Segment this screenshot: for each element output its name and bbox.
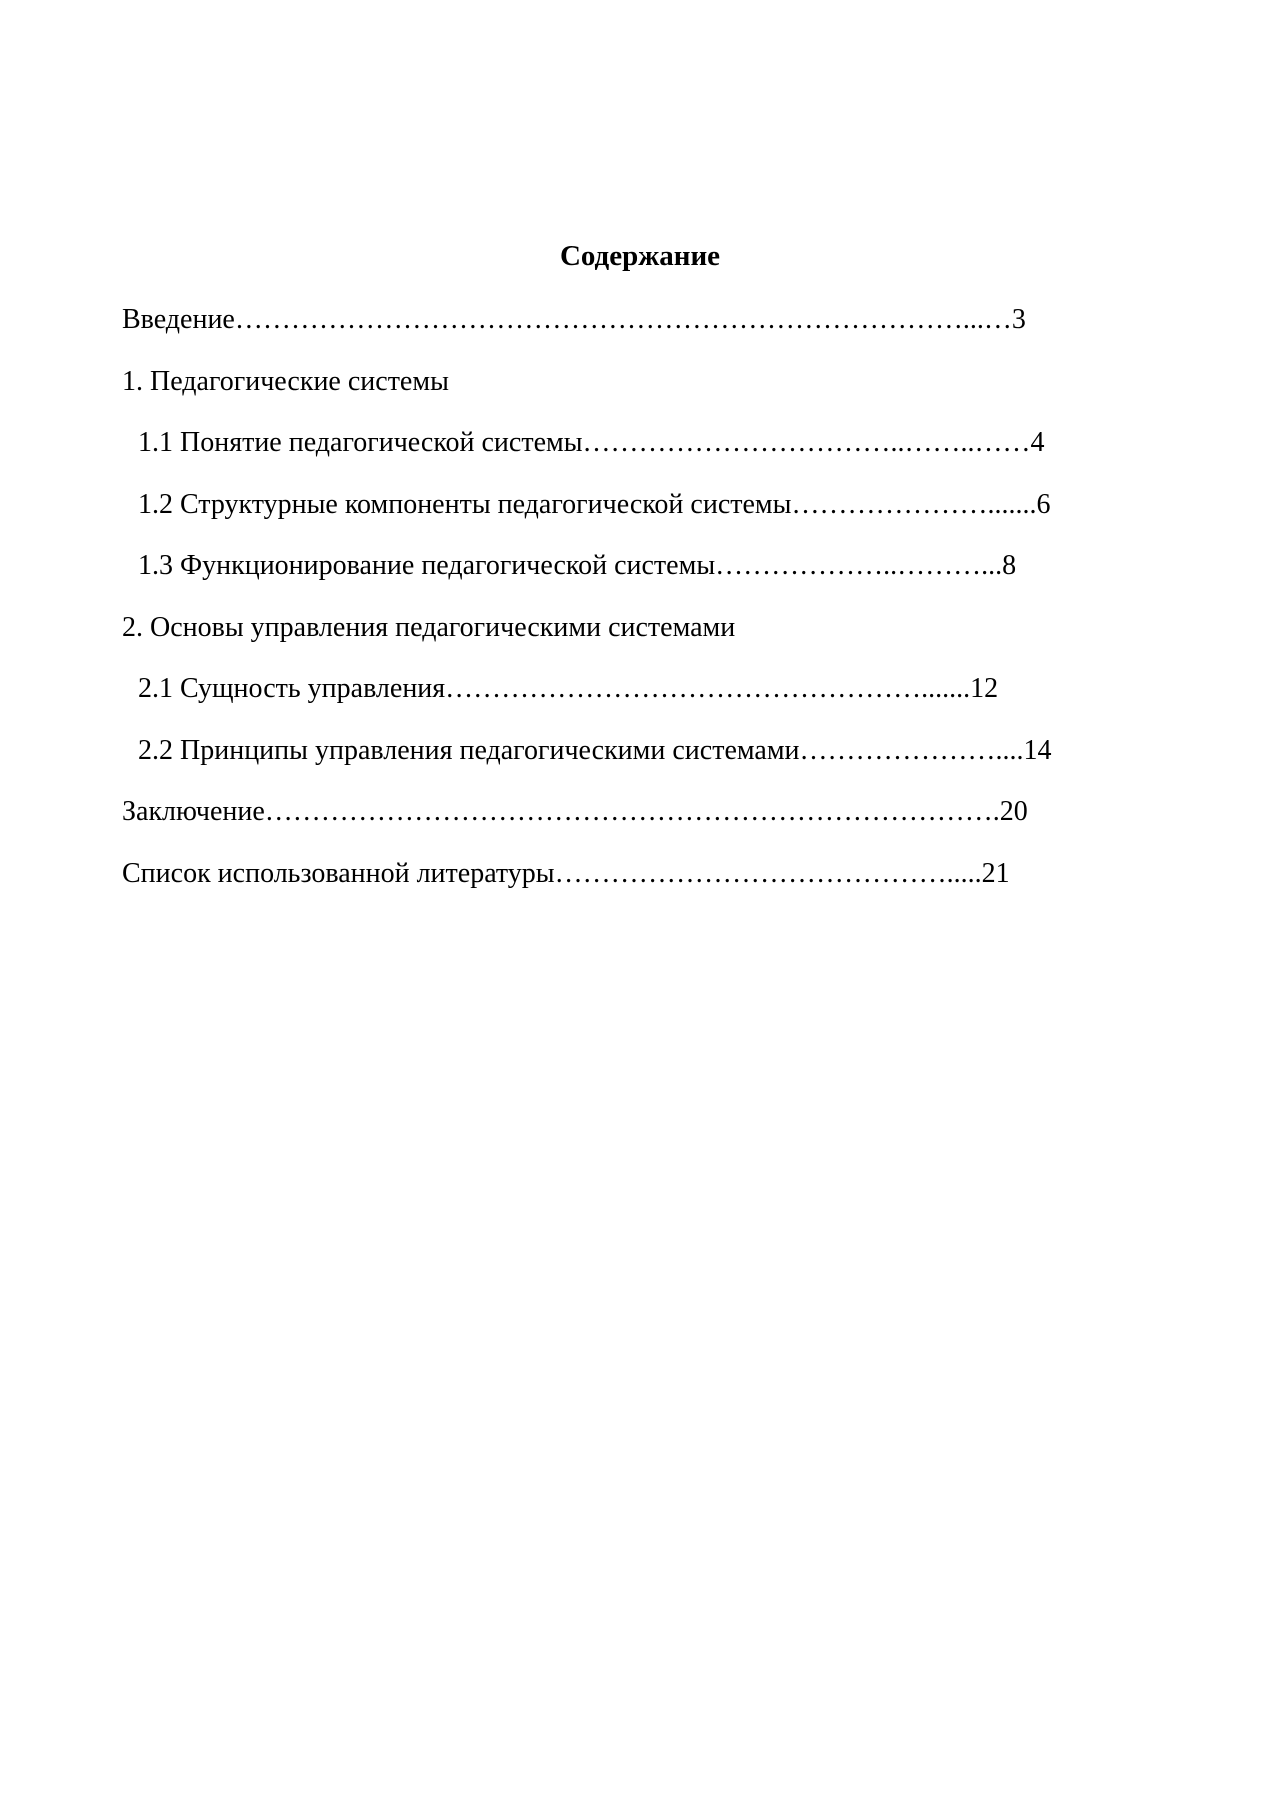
toc-entry-section-1-3: 1.3 Функционирование педагогической системы………………..………...8 [138, 550, 1017, 581]
toc-entry-introduction: Введение……………………………………………………………………...…3 [122, 304, 1026, 335]
table-of-contents [122, 300, 1132, 915]
page-title: Содержание [559, 240, 721, 272]
toc-entry-chapter-1: 1. Педагогические системы [122, 365, 449, 397]
toc-entry-conclusion: Заключение…………………………………………………………………….20 [122, 796, 1028, 827]
toc-entry-chapter-2: 2. Основы управления педагогическими системами [122, 611, 736, 643]
toc-entry-section-1-2: 1.2 Структурные компоненты педагогической системы………………….......6 [138, 488, 1051, 520]
toc-entry-section-2-2: 2.2 Принципы управления педагогическими системами…………………....14 [138, 734, 1052, 766]
toc-entry-section-1-1: 1.1 Понятие педагогической системы……………………………..……..……4 [138, 427, 1045, 458]
toc-entry-bibliography: Список использованной литературы…………………………………….....21 [122, 857, 1010, 889]
toc-entry-section-2-1: 2.1 Сущность управления…………………………………………….......12 [138, 673, 999, 704]
